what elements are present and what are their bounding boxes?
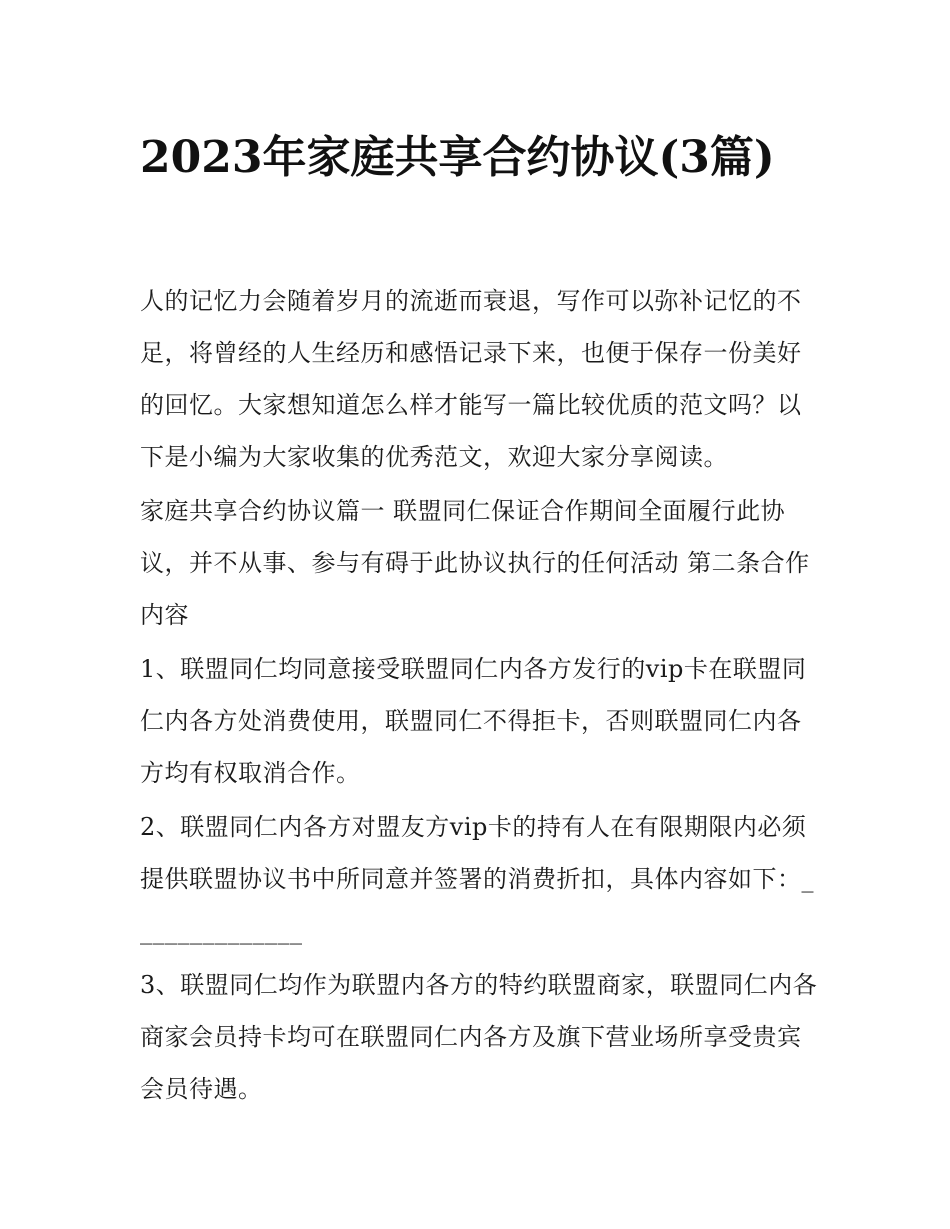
document-body	[140, 275, 820, 1115]
clause-2-paragraph: 2、联盟同仁内各方对盟友方vip卡的持有人在有限期限内必须提供联盟协议书中所同意并签署的消费折扣，具体内容如下：______________	[140, 813, 814, 945]
clause-1-paragraph: 1、联盟同仁均同意接受联盟同仁内各方发行的vip卡在联盟同仁内各方处消费使用，联盟同仁不得拒卡，否则联盟同仁内各方均有权取消合作。	[140, 655, 807, 787]
section-one-paragraph: 家庭共享合约协议篇一 联盟同仁保证合作期间全面履行此协议，并不从事、参与有碍于此协议执行的任何活动 第二条合作内容	[140, 497, 810, 629]
clause-3-paragraph: 3、联盟同仁均作为联盟内各方的特约联盟商家，联盟同仁内各商家会员持卡均可在联盟同仁内各方及旗下营业场所享受贵宾会员待遇。	[140, 971, 818, 1103]
document-title: 2023年家庭共享合约协议(3篇)	[140, 132, 775, 183]
intro-paragraph: 人的记忆力会随着岁月的流逝而衰退，写作可以弥补记忆的不足，将曾经的人生经历和感悟记录下来，也便于保存一份美好的回忆。大家想知道怎么样才能写一篇比较优质的范文吗？以下是小编为大家收集的优秀范文，欢迎大家分享阅读。	[140, 287, 802, 471]
